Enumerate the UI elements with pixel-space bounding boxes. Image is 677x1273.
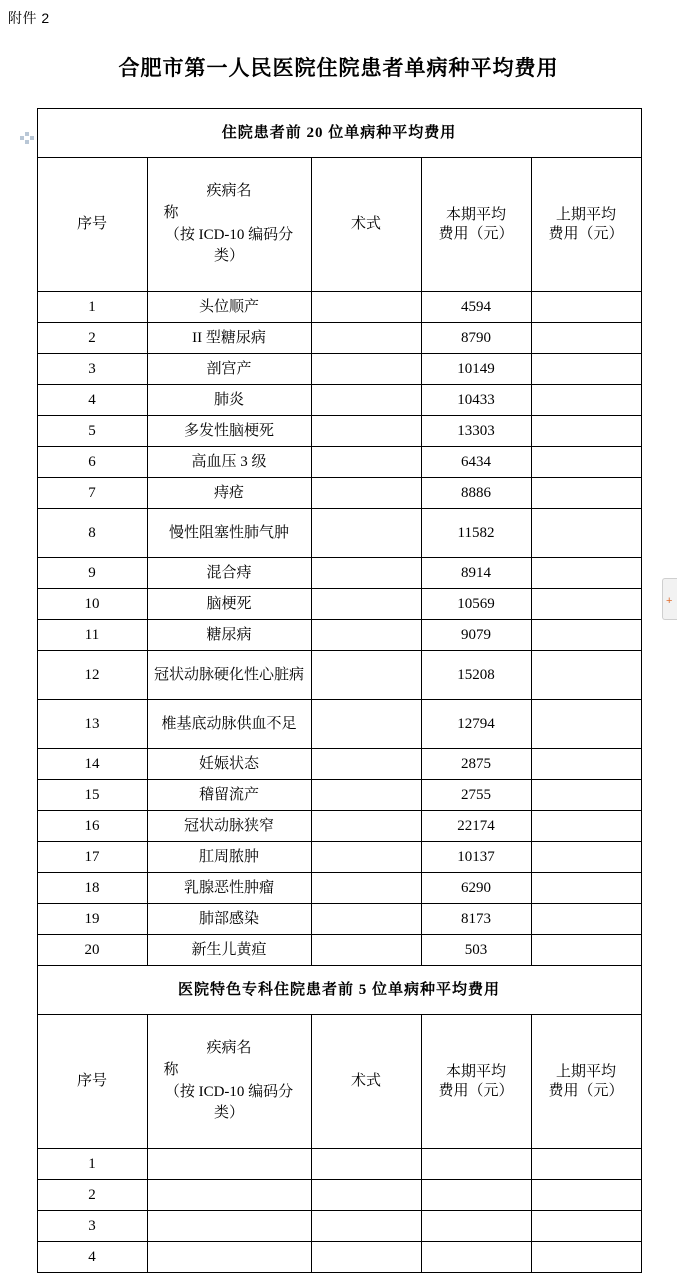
table-row [37,904,641,935]
cell-previous [531,873,641,904]
table-row [37,620,641,651]
table-row [37,700,641,749]
header-current-cost-line1: 本期平均 [445,206,506,223]
cell-previous [531,478,641,509]
cell-disease: 慢性阻塞性肺气肿 [147,509,311,558]
cell-previous [531,811,641,842]
table-row [37,873,641,904]
cell-previous [531,292,641,323]
cell-current: 10137 [421,842,531,873]
cell-no: 15 [37,780,147,811]
cell-no: 14 [37,749,147,780]
table-row [37,447,641,478]
cell-disease [147,1242,311,1273]
cell-no: 9 [37,558,147,589]
cell-current: 10433 [421,385,531,416]
cell-previous [531,509,641,558]
cell-previous [531,354,641,385]
cell-disease: 肺炎 [147,385,311,416]
cell-disease: 剖宫产 [147,354,311,385]
cell-previous [531,385,641,416]
cell-no: 2 [37,323,147,354]
cell-current: 4594 [421,292,531,323]
cell-no: 13 [37,700,147,749]
header-type: 术式 [311,1015,421,1149]
cell-no: 10 [37,589,147,620]
cell-no: 2 [37,1180,147,1211]
section1-title-row [37,109,641,158]
cell-disease: 糖尿病 [147,620,311,651]
cell-current: 10569 [421,589,531,620]
cell-no: 4 [37,385,147,416]
header-no: 序号 [37,158,147,292]
header-disease-name [147,1015,311,1149]
cell-disease: 妊娠状态 [147,749,311,780]
header-disease-name-line2: 称 [163,204,179,221]
sidebar-expand-handle[interactable] [662,578,677,620]
cell-previous [531,651,641,700]
cell-current: 9079 [421,620,531,651]
cell-disease: 冠状动脉狭窄 [147,811,311,842]
section2-header-row [37,1015,641,1149]
section1-header-row [37,158,641,292]
cell-no: 19 [37,904,147,935]
cell-current [421,1242,531,1273]
cell-current: 8886 [421,478,531,509]
cell-no: 3 [37,354,147,385]
cell-type [311,620,421,651]
table-row [37,1149,641,1180]
cell-type [311,478,421,509]
header-disease-name-line3: （按 ICD-10 编码分类） [164,226,294,265]
cell-disease: 高血压 3 级 [147,447,311,478]
cell-current: 13303 [421,416,531,447]
cell-disease [147,1149,311,1180]
cell-disease: II 型糖尿病 [147,323,311,354]
cell-current: 10149 [421,354,531,385]
table-row [37,558,641,589]
cell-current [421,1180,531,1211]
cell-previous [531,904,641,935]
table-row [37,589,641,620]
cell-current [421,1211,531,1242]
section2-title: 医院特色专科住院患者前 5 位单病种平均费用 [37,966,641,1015]
cell-current: 15208 [421,651,531,700]
header-disease-name-line1: 疾病名 [206,183,252,199]
cell-previous [531,323,641,354]
cell-no: 12 [37,651,147,700]
table-row [37,935,641,966]
tables-container [37,92,641,1273]
cell-type [311,1242,421,1273]
cell-no: 1 [37,1149,147,1180]
cell-previous [531,558,641,589]
cell-disease [147,1211,311,1242]
cell-type [311,873,421,904]
cell-type [311,323,421,354]
header-disease-name [147,158,311,292]
decorative-dots-icon [20,132,36,148]
table-row [37,1211,641,1242]
cell-current: 22174 [421,811,531,842]
cell-type [311,354,421,385]
cell-previous [531,589,641,620]
cell-previous [531,447,641,478]
cell-previous [531,700,641,749]
cell-current: 503 [421,935,531,966]
table-row [37,509,641,558]
cell-previous [531,1211,641,1242]
header-current-cost-line1: 本期平均 [445,1063,506,1080]
cell-no: 16 [37,811,147,842]
header-disease-name-line1: 疾病名 [206,1040,252,1056]
cell-current: 6434 [421,447,531,478]
cell-type [311,416,421,447]
header-disease-name-line2: 称 [163,1061,179,1078]
table-row [37,780,641,811]
header-previous-cost-line2: 费用（元） [548,225,624,242]
cell-type [311,1211,421,1242]
cell-disease: 头位顺产 [147,292,311,323]
table-row [37,323,641,354]
cell-disease: 冠状动脉硬化性心脏病 [147,651,311,700]
header-no: 序号 [37,1015,147,1149]
header-type: 术式 [311,158,421,292]
header-previous-cost [531,158,641,292]
cell-disease: 稽留流产 [147,780,311,811]
cell-current: 8790 [421,323,531,354]
section1-title: 住院患者前 20 位单病种平均费用 [37,109,641,158]
cell-current: 8173 [421,904,531,935]
cell-type [311,1149,421,1180]
table-row [37,292,641,323]
header-current-cost [421,158,531,292]
header-current-cost-line2: 费用（元） [438,225,514,242]
cell-no: 8 [37,509,147,558]
cell-current: 12794 [421,700,531,749]
cell-current: 2755 [421,780,531,811]
cell-type [311,749,421,780]
cell-no: 6 [37,447,147,478]
cell-type [311,811,421,842]
cell-disease: 多发性脑梗死 [147,416,311,447]
cell-type [311,700,421,749]
table-row [37,478,641,509]
cell-type [311,589,421,620]
table-row [37,1180,641,1211]
cell-previous [531,620,641,651]
cell-disease: 新生儿黄疸 [147,935,311,966]
cell-type [311,509,421,558]
cell-previous [531,842,641,873]
cell-current: 2875 [421,749,531,780]
cell-no: 4 [37,1242,147,1273]
cell-no: 5 [37,416,147,447]
cell-disease: 乳腺恶性肿瘤 [147,873,311,904]
cell-disease: 痔疮 [147,478,311,509]
cell-previous [531,1180,641,1211]
cell-previous [531,1242,641,1273]
cell-type [311,447,421,478]
cell-previous [531,749,641,780]
cell-previous [531,935,641,966]
cell-disease: 脑梗死 [147,589,311,620]
table-row [37,1242,641,1273]
cell-disease: 肛周脓肿 [147,842,311,873]
cell-type [311,935,421,966]
cell-type [311,385,421,416]
page-title: 合肥市第一人民医院住院患者单病种平均费用 [118,57,559,80]
cell-no: 17 [37,842,147,873]
cell-previous [531,780,641,811]
cell-current: 8914 [421,558,531,589]
cell-type [311,780,421,811]
cell-type [311,651,421,700]
header-previous-cost-line1: 上期平均 [556,206,617,223]
table-row [37,354,641,385]
header-previous-cost-line1: 上期平均 [556,1063,617,1080]
cell-type [311,558,421,589]
header-current-cost-line2: 费用（元） [438,1082,514,1099]
table-row [37,651,641,700]
header-previous-cost [531,1015,641,1149]
section2-title-row [37,966,641,1015]
cell-disease: 肺部感染 [147,904,311,935]
cell-current: 11582 [421,509,531,558]
cell-type [311,842,421,873]
cell-no: 18 [37,873,147,904]
cell-type [311,1180,421,1211]
cell-no: 11 [37,620,147,651]
attachment-label: 附件 2 [8,10,50,26]
header-current-cost [421,1015,531,1149]
table-row [37,811,641,842]
cell-no: 3 [37,1211,147,1242]
cell-previous [531,1149,641,1180]
cell-disease: 椎基底动脉供血不足 [147,700,311,749]
table-row [37,749,641,780]
cell-current [421,1149,531,1180]
table-row [37,842,641,873]
cell-no: 1 [37,292,147,323]
cell-no: 20 [37,935,147,966]
header-disease-name-line3: （按 ICD-10 编码分类） [164,1083,294,1122]
cell-current: 6290 [421,873,531,904]
cell-previous [531,416,641,447]
cell-no: 7 [37,478,147,509]
header-previous-cost-line2: 费用（元） [548,1082,624,1099]
table-row [37,385,641,416]
single-disease-cost-table [37,108,642,1273]
table-row [37,416,641,447]
cell-disease [147,1180,311,1211]
cell-disease: 混合痔 [147,558,311,589]
cell-type [311,292,421,323]
plus-icon[interactable]: + [666,595,673,607]
cell-type [311,904,421,935]
